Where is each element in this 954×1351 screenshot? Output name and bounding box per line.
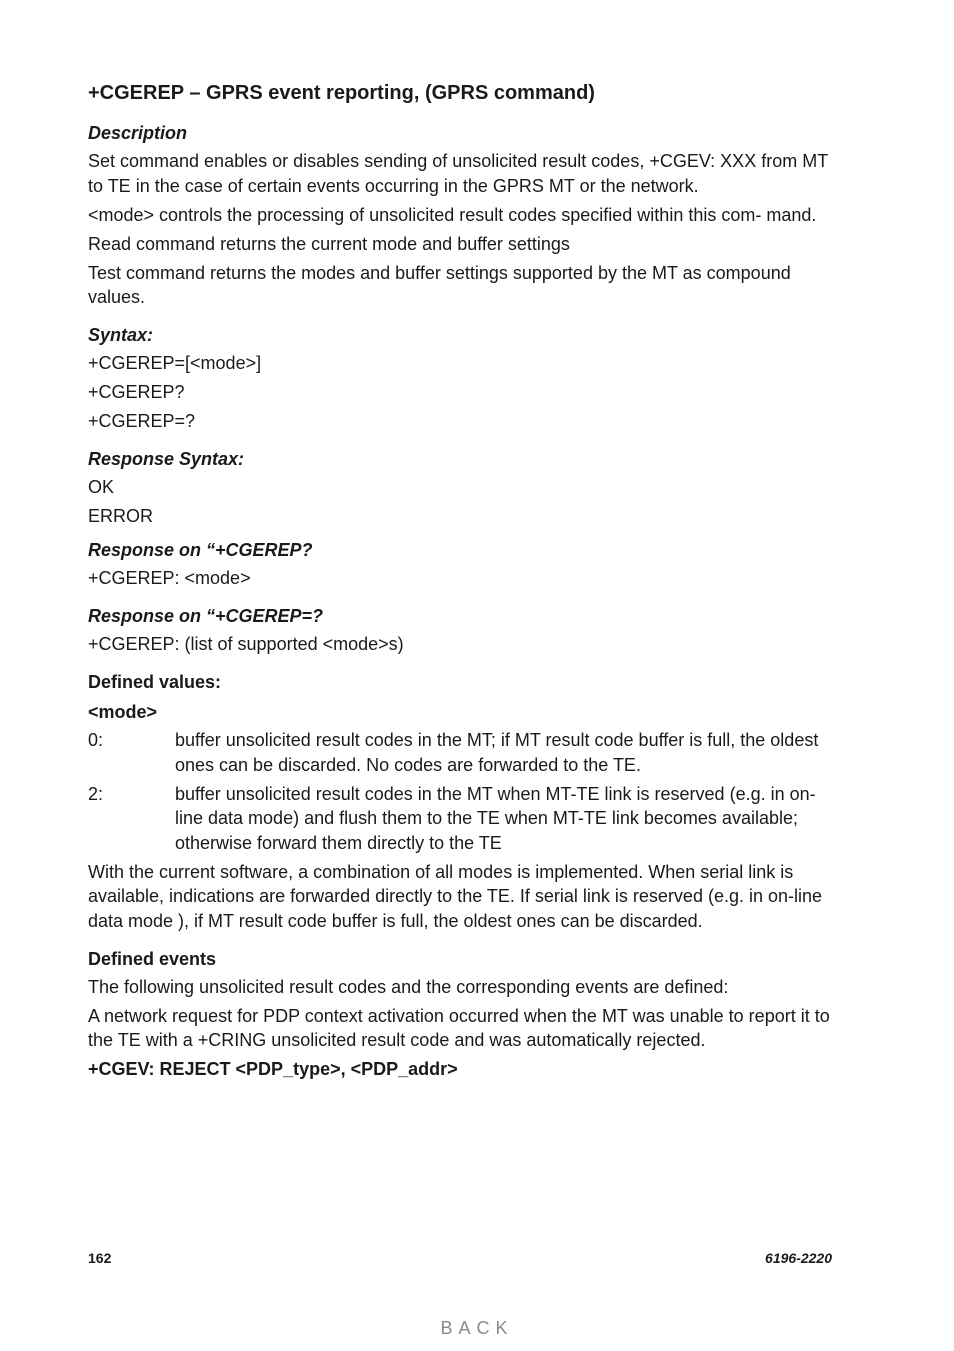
events-intro: The following unsolicited result codes and the corresponding events are defined:: [88, 976, 729, 997]
document-page: [88, 80, 833, 1082]
event-result-code: +CGEV: REJECT <PDP_type>, <PDP_addr>: [88, 1059, 458, 1079]
defined-values-heading: Defined values:: [88, 672, 222, 692]
mode-value-row: [88, 728, 833, 777]
page-number: 162: [88, 1250, 112, 1266]
description-paragraph-1: Set command enables or disables sending of unsolicited result codes, +CGEV: XXX from MT to TE in the case of certain events occurring in the GPRS MT or the network.: [88, 151, 828, 196]
mode-parameter-heading: <mode>: [88, 702, 158, 722]
response-read-heading: Response on “+CGEREP?: [88, 540, 313, 560]
syntax-line-set: +CGEREP=[<mode>]: [88, 353, 262, 373]
back-link[interactable]: BACK: [440, 1318, 514, 1338]
description-heading: Description: [88, 123, 188, 143]
response-syntax-heading: Response Syntax:: [88, 449, 245, 469]
defined-events-heading: Defined events: [88, 948, 217, 969]
page-title: +CGEREP – GPRS event reporting, (GPRS command): [88, 82, 595, 104]
description-paragraph-3: Read command returns the current mode and buffer settings: [88, 233, 570, 254]
description-paragraph-2: <mode> controls the processing of unsolicited result codes specified within this com- mand.: [88, 204, 817, 225]
response-test-heading: Response on “+CGEREP=?: [88, 606, 324, 626]
mode-value-key: 2:: [88, 783, 104, 804]
implementation-note: With the current software, a combination of all modes is implemented. When serial link is available, indications are forwarded directly to the TE. If serial link is reserved (e.g. in on-line data mode ), if MT result code buffer is full, the oldest ones can be discarded.: [88, 861, 823, 931]
response-ok: OK: [88, 477, 115, 497]
mode-value-key: 0:: [88, 730, 104, 750]
response-error: ERROR: [88, 506, 154, 526]
event-description: A network request for PDP context activation occurred when the MT was unable to report it to the TE with a +CRING unsolicited result code and was automatically rejected.: [88, 1005, 830, 1050]
syntax-line-test: +CGEREP=?: [88, 411, 196, 431]
response-read-line: +CGEREP: <mode>: [88, 568, 251, 588]
mode-value-text: buffer unsolicited result codes in the MT when MT-TE link is reserved (e.g. in on-line data mode) and flush them to the TE when MT-TE link becomes available; otherwise forward them directly to the TE: [175, 783, 816, 853]
mode-value-text: buffer unsolicited result codes in the MT; if MT result code buffer is full, the oldest ones can be discarded. No codes are forwarded to the TE.: [175, 730, 819, 775]
response-test-line: +CGEREP: (list of supported <mode>s): [88, 634, 404, 654]
document-number: 6196-2220: [765, 1250, 832, 1266]
syntax-heading: Syntax:: [88, 325, 154, 345]
mode-value-row: [88, 782, 833, 856]
syntax-line-read: +CGEREP?: [88, 382, 185, 402]
description-paragraph-4: Test command returns the modes and buffer settings supported by the MT as compound values.: [88, 262, 791, 307]
